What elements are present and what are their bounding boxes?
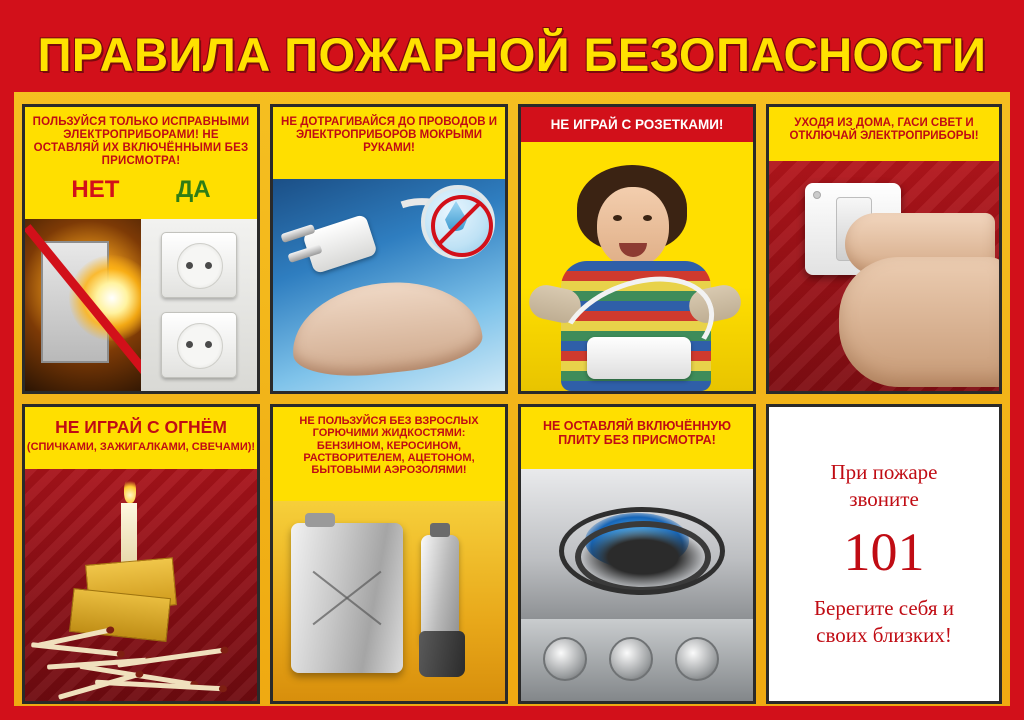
poster-frame-left (0, 0, 14, 720)
jerrycan-icon (291, 523, 403, 673)
poster-frame-bottom (0, 706, 1024, 720)
compare-labels (25, 176, 257, 204)
broken-socket-sparking-icon (25, 219, 141, 391)
poster-frame-top (0, 0, 1024, 16)
canister-icon (419, 631, 465, 677)
rule-illustration (273, 501, 505, 701)
rule-illustration (769, 161, 999, 391)
rule-caption: УХОДЯ ИЗ ДОМА, ГАСИ СВЕТ И ОТКЛЮЧАЙ ЭЛЕКТРОПРИБОРЫ! (769, 107, 999, 153)
rule-caption-group (25, 407, 257, 453)
hand-icon (839, 257, 999, 387)
candle-flame-icon (124, 477, 136, 503)
rule-card-stove-unattended (518, 404, 756, 704)
rule-caption: НЕ ИГРАЙ С ОГНЁМ (55, 417, 227, 437)
page-title: ПРАВИЛА ПОЖАРНОЙ БЕЗОПАСНОСТИ (37, 27, 987, 81)
rule-card-flammable-liquids (270, 404, 508, 704)
rule-illustration (25, 219, 257, 391)
rule-card-faulty-appliances (22, 104, 260, 394)
emergency-line-4: своих близких! (816, 622, 952, 647)
rule-caption: НЕ ИГРАЙ С РОЗЕТКАМИ! (521, 107, 753, 142)
stove-knob-icon[interactable] (675, 637, 719, 681)
child-with-power-strip-icon (521, 161, 753, 391)
rule-card-no-fire-play (22, 404, 260, 704)
rule-illustration (273, 179, 505, 391)
label-no: НЕТ (71, 175, 120, 203)
emergency-contact-card (766, 404, 1002, 704)
emergency-line-2: звоните (849, 487, 919, 511)
rule-caption: НЕ ДОТРАГИВАЙСЯ ДО ПРОВОДОВ И ЭЛЕКТРОПРИБОРОВ МОКРЫМИ РУКАМИ! (273, 107, 505, 161)
rule-card-wet-hands (270, 104, 508, 394)
good-socket-icon (141, 219, 257, 391)
stove-knob-icon[interactable] (609, 637, 653, 681)
rules-grid (22, 104, 1002, 704)
rule-caption: НЕ ПОЛЬЗУЙСЯ БЕЗ ВЗРОСЛЫХ ГОРЮЧИМИ ЖИДКОСТЯМИ: БЕНЗИНОМ, КЕРОСИНОМ, РАСТВОРИТЕЛЕМ, АЦЕТОНОМ, БЫТОВЫМИ АЭРОЗОЛЯМИ! (273, 407, 505, 484)
rule-card-turn-off-lights (766, 104, 1002, 394)
aerosol-spray-icon (421, 535, 459, 645)
rule-illustration (25, 469, 257, 701)
poster-title-band (14, 16, 1010, 92)
emergency-line-1: При пожаре (830, 459, 938, 484)
rule-card-sockets (518, 104, 756, 394)
poster-frame-right (1010, 0, 1024, 720)
rule-caption: НЕ ОСТАВЛЯЙ ВКЛЮЧЁННУЮ ПЛИТУ БЕЗ ПРИСМОТРА! (521, 407, 753, 459)
label-yes: ДА (176, 175, 211, 203)
water-drop-prohibited-icon (421, 185, 495, 259)
rule-caption: ПОЛЬЗУЙСЯ ТОЛЬКО ИСПРАВНЫМИ ЭЛЕКТРОПРИБОРАМИ! НЕ ОСТАВЛЯЙ ИХ ВКЛЮЧЁННЫМИ БЕЗ ПРИСМОТРА! (25, 107, 257, 174)
emergency-phone-number: 101 (843, 522, 925, 583)
stove-knob-icon[interactable] (543, 637, 587, 681)
rule-caption-sub: (СПИЧКАМИ, ЗАЖИГАЛКАМИ, СВЕЧАМИ)! (26, 441, 256, 453)
emergency-line-3: Берегите себя и (813, 595, 954, 620)
gas-stove-burner-icon (521, 469, 753, 701)
candle-icon (121, 503, 137, 563)
